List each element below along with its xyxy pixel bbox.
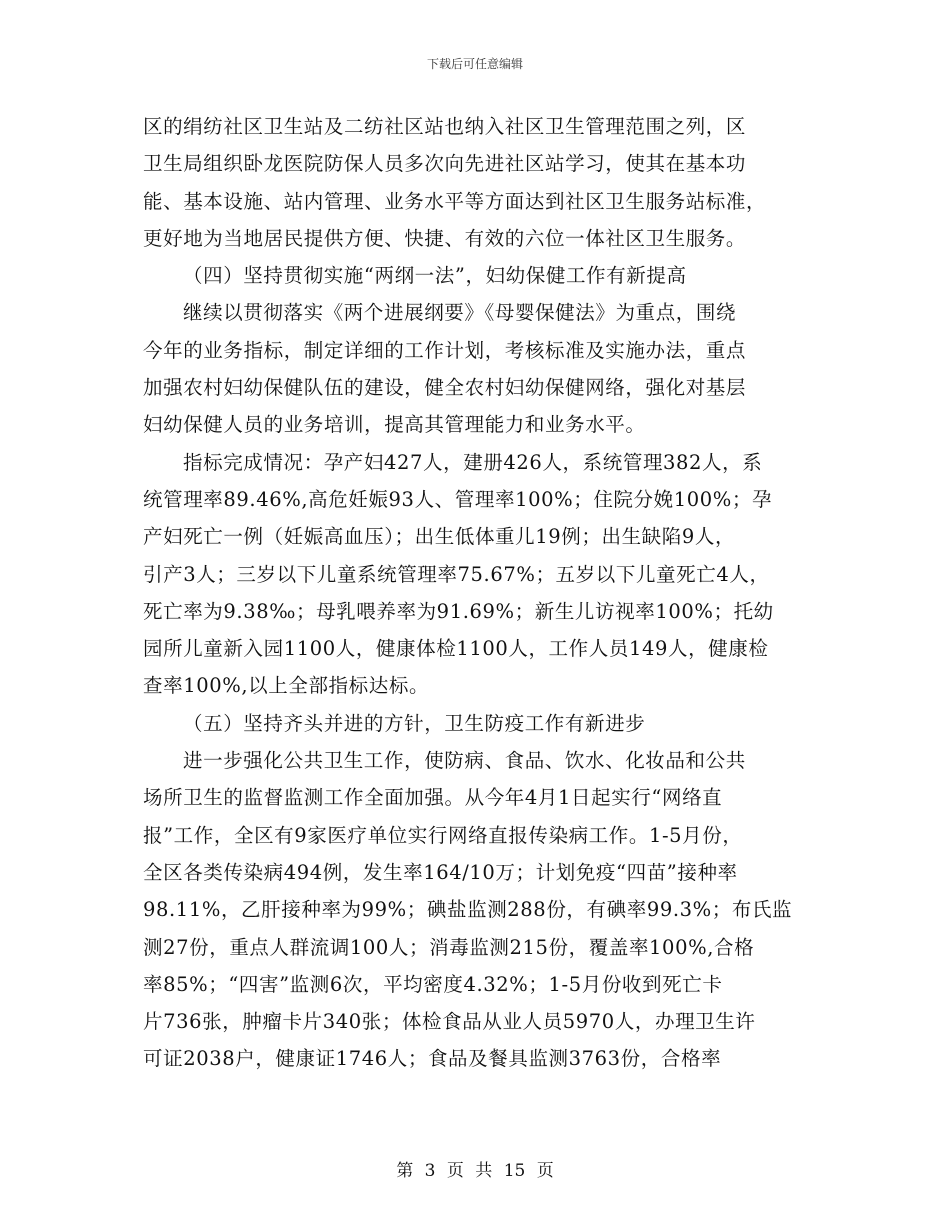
document-body [143,108,813,1078]
text-line: 卫生局组织卧龙医院防保人员多次向先进社区站学习，使其在基本功 [143,152,747,176]
text-line: 产妇死亡一例（妊娠高血压）；出生低体重儿19例；出生缺陷9人， [143,525,736,549]
text-line: 98.11%，乙肝接种率为99%；碘盐监测288份，有碘率99.3%；布氏监 [143,898,793,922]
text-line: 场所卫生的监督监测工作全面加强。从今年4月1日起实行“网络直 [143,786,723,810]
text-line: 进一步强化公共卫生工作，使防病、食品、饮水、化妆品和公共 [183,749,746,773]
text-line: 测27份，重点人群流调100人；消毒监测215份，覆盖率100%,合格 [143,935,755,959]
text-line: 死亡率为9.38‰；母乳喂养率为91.69%；新生儿访视率100%；托幼 [143,599,774,623]
text-line: 引产3人；三岁以下儿童系统管理率75.67%；五岁以下儿童死亡4人， [143,562,770,586]
text-line: （五）坚持齐头并进的方针，卫生防疫工作有新进步 [183,711,646,735]
text-line: 妇幼保健人员的业务培训，提高其管理能力和业务水平。 [143,413,646,437]
text-line: 统管理率89.46%,高危妊娠93人、管理率100%；住院分娩100%；孕 [143,487,773,511]
text-line: 继续以贯彻落实《两个进展纲要》《母婴保健法》为重点，围绕 [183,301,737,325]
text-line: 查率100%,以上全部指标达标。 [143,674,430,698]
text-line: 可证2038户，健康证1746人；食品及餐具监测3763份，合格率 [143,1047,722,1071]
text-line: 今年的业务指标，制定详细的工作计划，考核标准及实施办法，重点 [143,338,747,362]
text-line: 率85%；“四害”监测6次，平均密度4.32%；1-5月份收到死亡卡 [143,972,723,996]
text-line: 能、基本设施、站内管理、业务水平等方面达到社区卫生服务站标准， [143,189,767,213]
text-line: （四）坚持贯彻实施“两纲一法”，妇幼保健工作有新提高 [183,264,687,288]
text-line: 区的绢纺社区卫生站及二纺社区站也纳入社区卫生管理范围之列，区 [143,115,747,138]
text-line: 更好地为当地居民提供方便、快捷、有效的六位一体社区卫生服务。 [143,226,747,250]
text-line: 全区各类传染病494例，发生率164/10万；计划免疫“四苗”接种率 [143,860,738,884]
page-footer: 第 3 页 共 15 页 [396,1161,554,1181]
text-line: 园所儿童新入园1100人，健康体检1100人，工作人员149人，健康检 [143,637,769,661]
text-line: 报”工作，全区有9家医疗单位实行网络直报传染病工作。1-5月份， [143,823,743,847]
text-line: 指标完成情况：孕产妇427人，建册426人，系统管理382人，系 [183,450,763,474]
page-header: 下载后可任意编辑 [426,57,523,71]
text-line: 片736张，肿瘤卡片340张；体检食品从业人员5970人，办理卫生许 [143,1010,756,1034]
text-line: 加强农村妇幼保健队伍的建设，健全农村妇幼保健网络，强化对基层 [143,376,747,400]
